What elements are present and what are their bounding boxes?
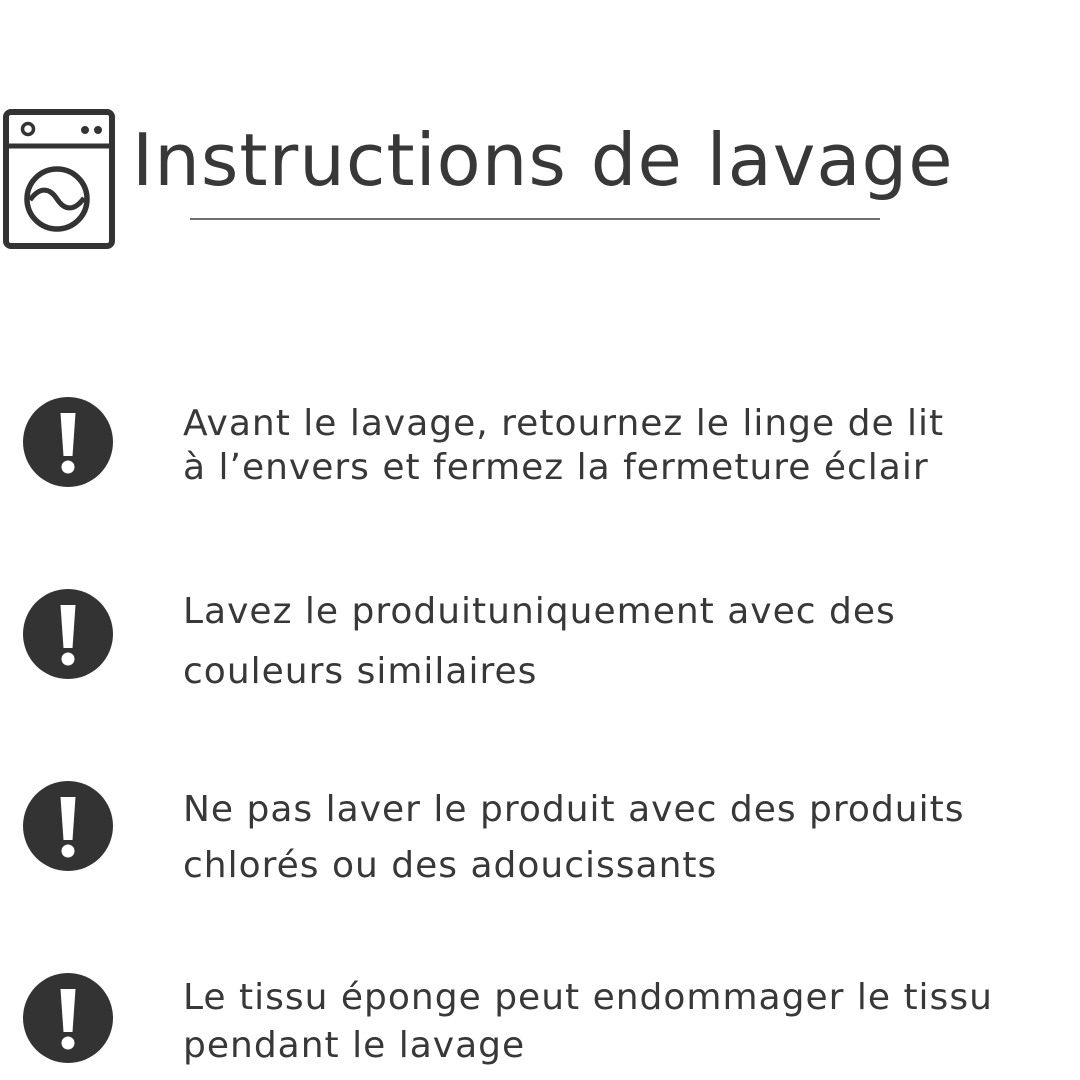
instruction-text-4 (183, 974, 993, 1070)
instruction-text-2 (183, 582, 896, 702)
instruction-text-3 (183, 782, 964, 894)
warning-exclamation-icon (22, 588, 114, 680)
page-title: Instructions de lavage (132, 118, 954, 202)
warning-exclamation-icon (22, 780, 114, 872)
instruction-line: chlorés ou des adoucissants (183, 845, 718, 886)
title-underline (190, 218, 880, 220)
washing-machine-icon (2, 108, 116, 250)
instruction-line: couleurs similaires (183, 651, 538, 692)
warning-exclamation-icon (22, 972, 114, 1064)
instruction-line: Ne pas laver le produit avec des produits (183, 789, 965, 830)
warning-exclamation-icon (22, 396, 114, 488)
instruction-line: à l’envers et fermez la fermeture éclair (183, 447, 929, 488)
instruction-line: Le tissu éponge peut endommager le tissu (183, 977, 993, 1018)
instruction-line: pendant le lavage (183, 1025, 526, 1066)
instruction-line: Avant le lavage, retournez le linge de lit (183, 403, 945, 444)
instruction-line: Lavez le produituniquement avec des (183, 591, 896, 632)
instruction-text-1 (183, 402, 944, 490)
